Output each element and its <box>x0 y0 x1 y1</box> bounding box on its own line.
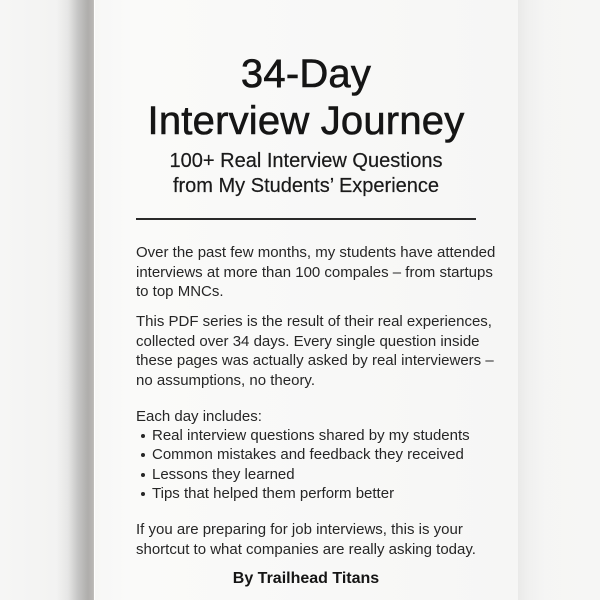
list-item <box>136 445 496 464</box>
closing-paragraph: If you are preparing for job interviews, this is your shortcut to what companies are really asking today. <box>136 521 476 558</box>
book-cover <box>94 0 518 600</box>
subtitle-line-1: 100+ Real Interview Questions <box>169 150 443 172</box>
title-line-2: Interview Journey <box>147 99 465 143</box>
list-item <box>136 426 496 445</box>
author-credit: By Trailhead Titans <box>232 570 380 587</box>
list-item-text: Tips that helped them perform better <box>152 484 395 502</box>
list-item-text: Real interview questions shared by my students <box>152 427 470 444</box>
list-item <box>136 465 496 484</box>
list-item-text: Common mistakes and feedback they received <box>152 446 464 464</box>
bullet-icon <box>141 492 145 496</box>
title-divider <box>136 218 476 220</box>
title-line-1: 34-Day <box>240 52 372 96</box>
book-edge-shadow <box>516 0 546 600</box>
intro-paragraph: Over the past few months, my students have attended interviews at more than 100 compales – from startups to top MNCs. <box>136 244 496 300</box>
includes-label: Each day includes: <box>136 408 262 425</box>
bullet-icon <box>141 434 145 438</box>
list-item-text: Lessons they learned <box>152 465 295 483</box>
bullet-icon <box>141 473 145 477</box>
list-item <box>136 484 496 503</box>
includes-list <box>136 426 496 503</box>
subtitle-line-2: from My Students’ Experience <box>172 175 440 197</box>
bullet-icon <box>141 453 145 457</box>
book-spine-shadow <box>56 0 96 600</box>
series-paragraph: This PDF series is the result of their real experiences, collected over 34 days. Every single question inside these pages was actually asked by real interviewers – no assumptions, no theory. <box>136 313 494 389</box>
